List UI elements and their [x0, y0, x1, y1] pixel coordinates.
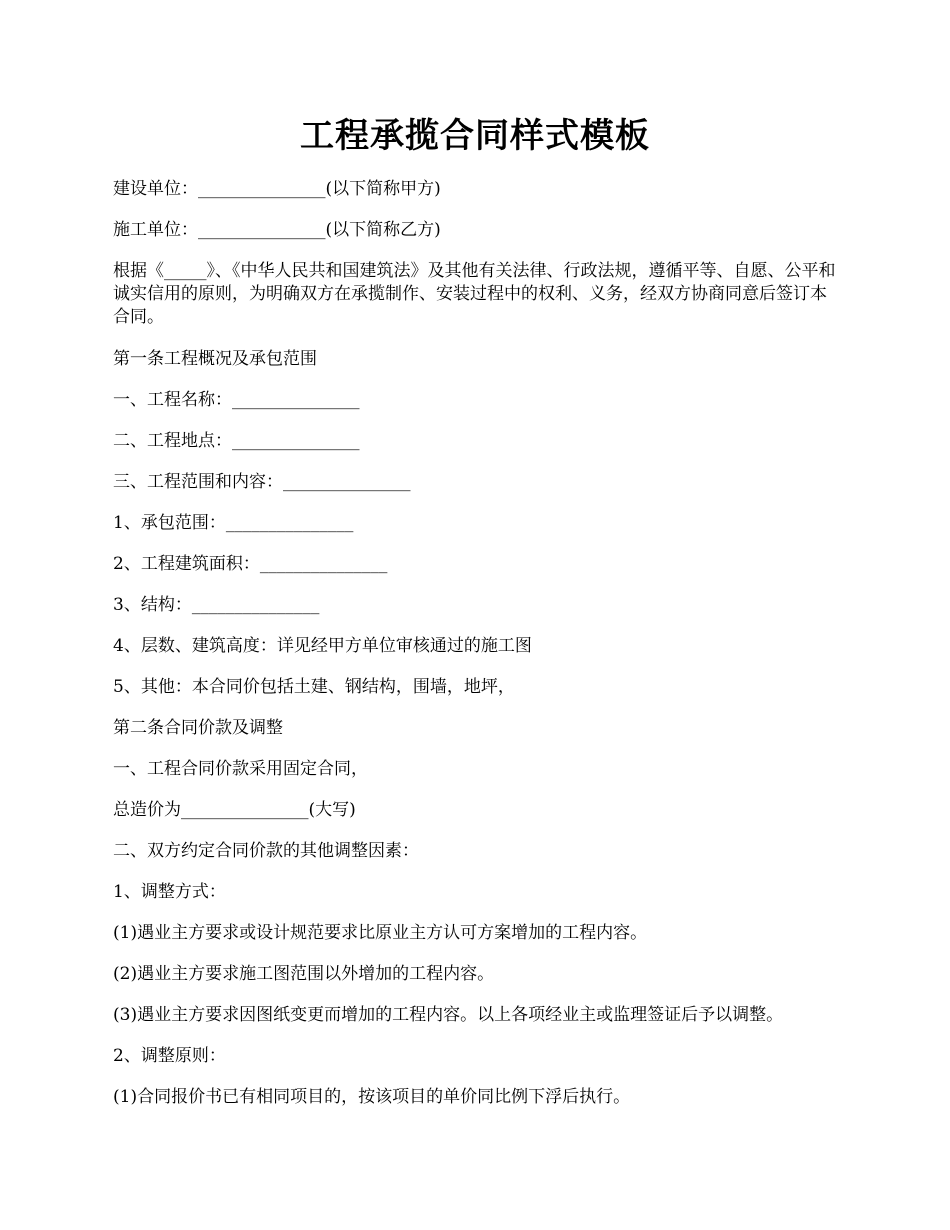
paragraph-floors-height: 4、层数、建筑高度：详见经甲方单位审核通过的施工图	[113, 636, 532, 656]
paragraph-project-name: 一、工程名称：_______________	[113, 390, 360, 410]
document-title: 工程承揽合同样式模板	[300, 116, 650, 156]
section-heading-1: 第一条工程概况及承包范围	[113, 349, 317, 369]
paragraph-building-area: 2、工程建筑面积：_______________	[113, 554, 388, 574]
section-heading-2: 第二条合同价款及调整	[113, 718, 283, 738]
paragraph-party-b: 施工单位：_______________(以下简称乙方)	[113, 220, 441, 240]
paragraph-fixed-price: 一、工程合同价款采用固定合同，	[113, 759, 368, 779]
paragraph-adjust-factors: 二、双方约定合同价款的其他调整因素：	[113, 841, 419, 861]
paragraph-project-location: 二、工程地点：_______________	[113, 431, 360, 451]
paragraph-preamble: 根据《_____》、《中华人民共和国建筑法》及其他有关法律、行政法规，遵循平等、自愿、公平和诚实信用的原则，为明确双方在承揽制作、安装过程中的权利、义务，经双方协商同意后签订本合同。	[113, 261, 836, 327]
paragraph-party-a: 建设单位：_______________(以下简称甲方)	[113, 179, 441, 199]
paragraph-principle-1: (1)合同报价书已有相同项目的，按该项目的单价同比例下浮后执行。	[113, 1087, 631, 1107]
paragraph-method-1: (1)遇业主方要求或设计规范要求比原业主方认可方案增加的工程内容。	[113, 923, 648, 943]
document-body	[113, 178, 843, 1127]
paragraph-project-scope: 三、工程范围和内容：_______________	[113, 472, 411, 492]
paragraph-contract-scope: 1、承包范围：_______________	[113, 513, 354, 533]
paragraph-method-2: (2)遇业主方要求施工图范围以外增加的工程内容。	[113, 964, 495, 984]
paragraph-method-3: (3)遇业主方要求因图纸变更而增加的工程内容。以上各项经业主或监理签证后予以调整。	[113, 1005, 784, 1025]
paragraph-adjust-method: 1、调整方式：	[113, 882, 226, 902]
paragraph-structure: 3、结构：_______________	[113, 595, 320, 615]
paragraph-other: 5、其他：本合同价包括土建、钢结构，围墙，地坪，	[113, 677, 515, 697]
paragraph-adjust-principle: 2、调整原则：	[113, 1046, 226, 1066]
paragraph-total-price: 总造价为_______________(大写)	[113, 800, 356, 820]
